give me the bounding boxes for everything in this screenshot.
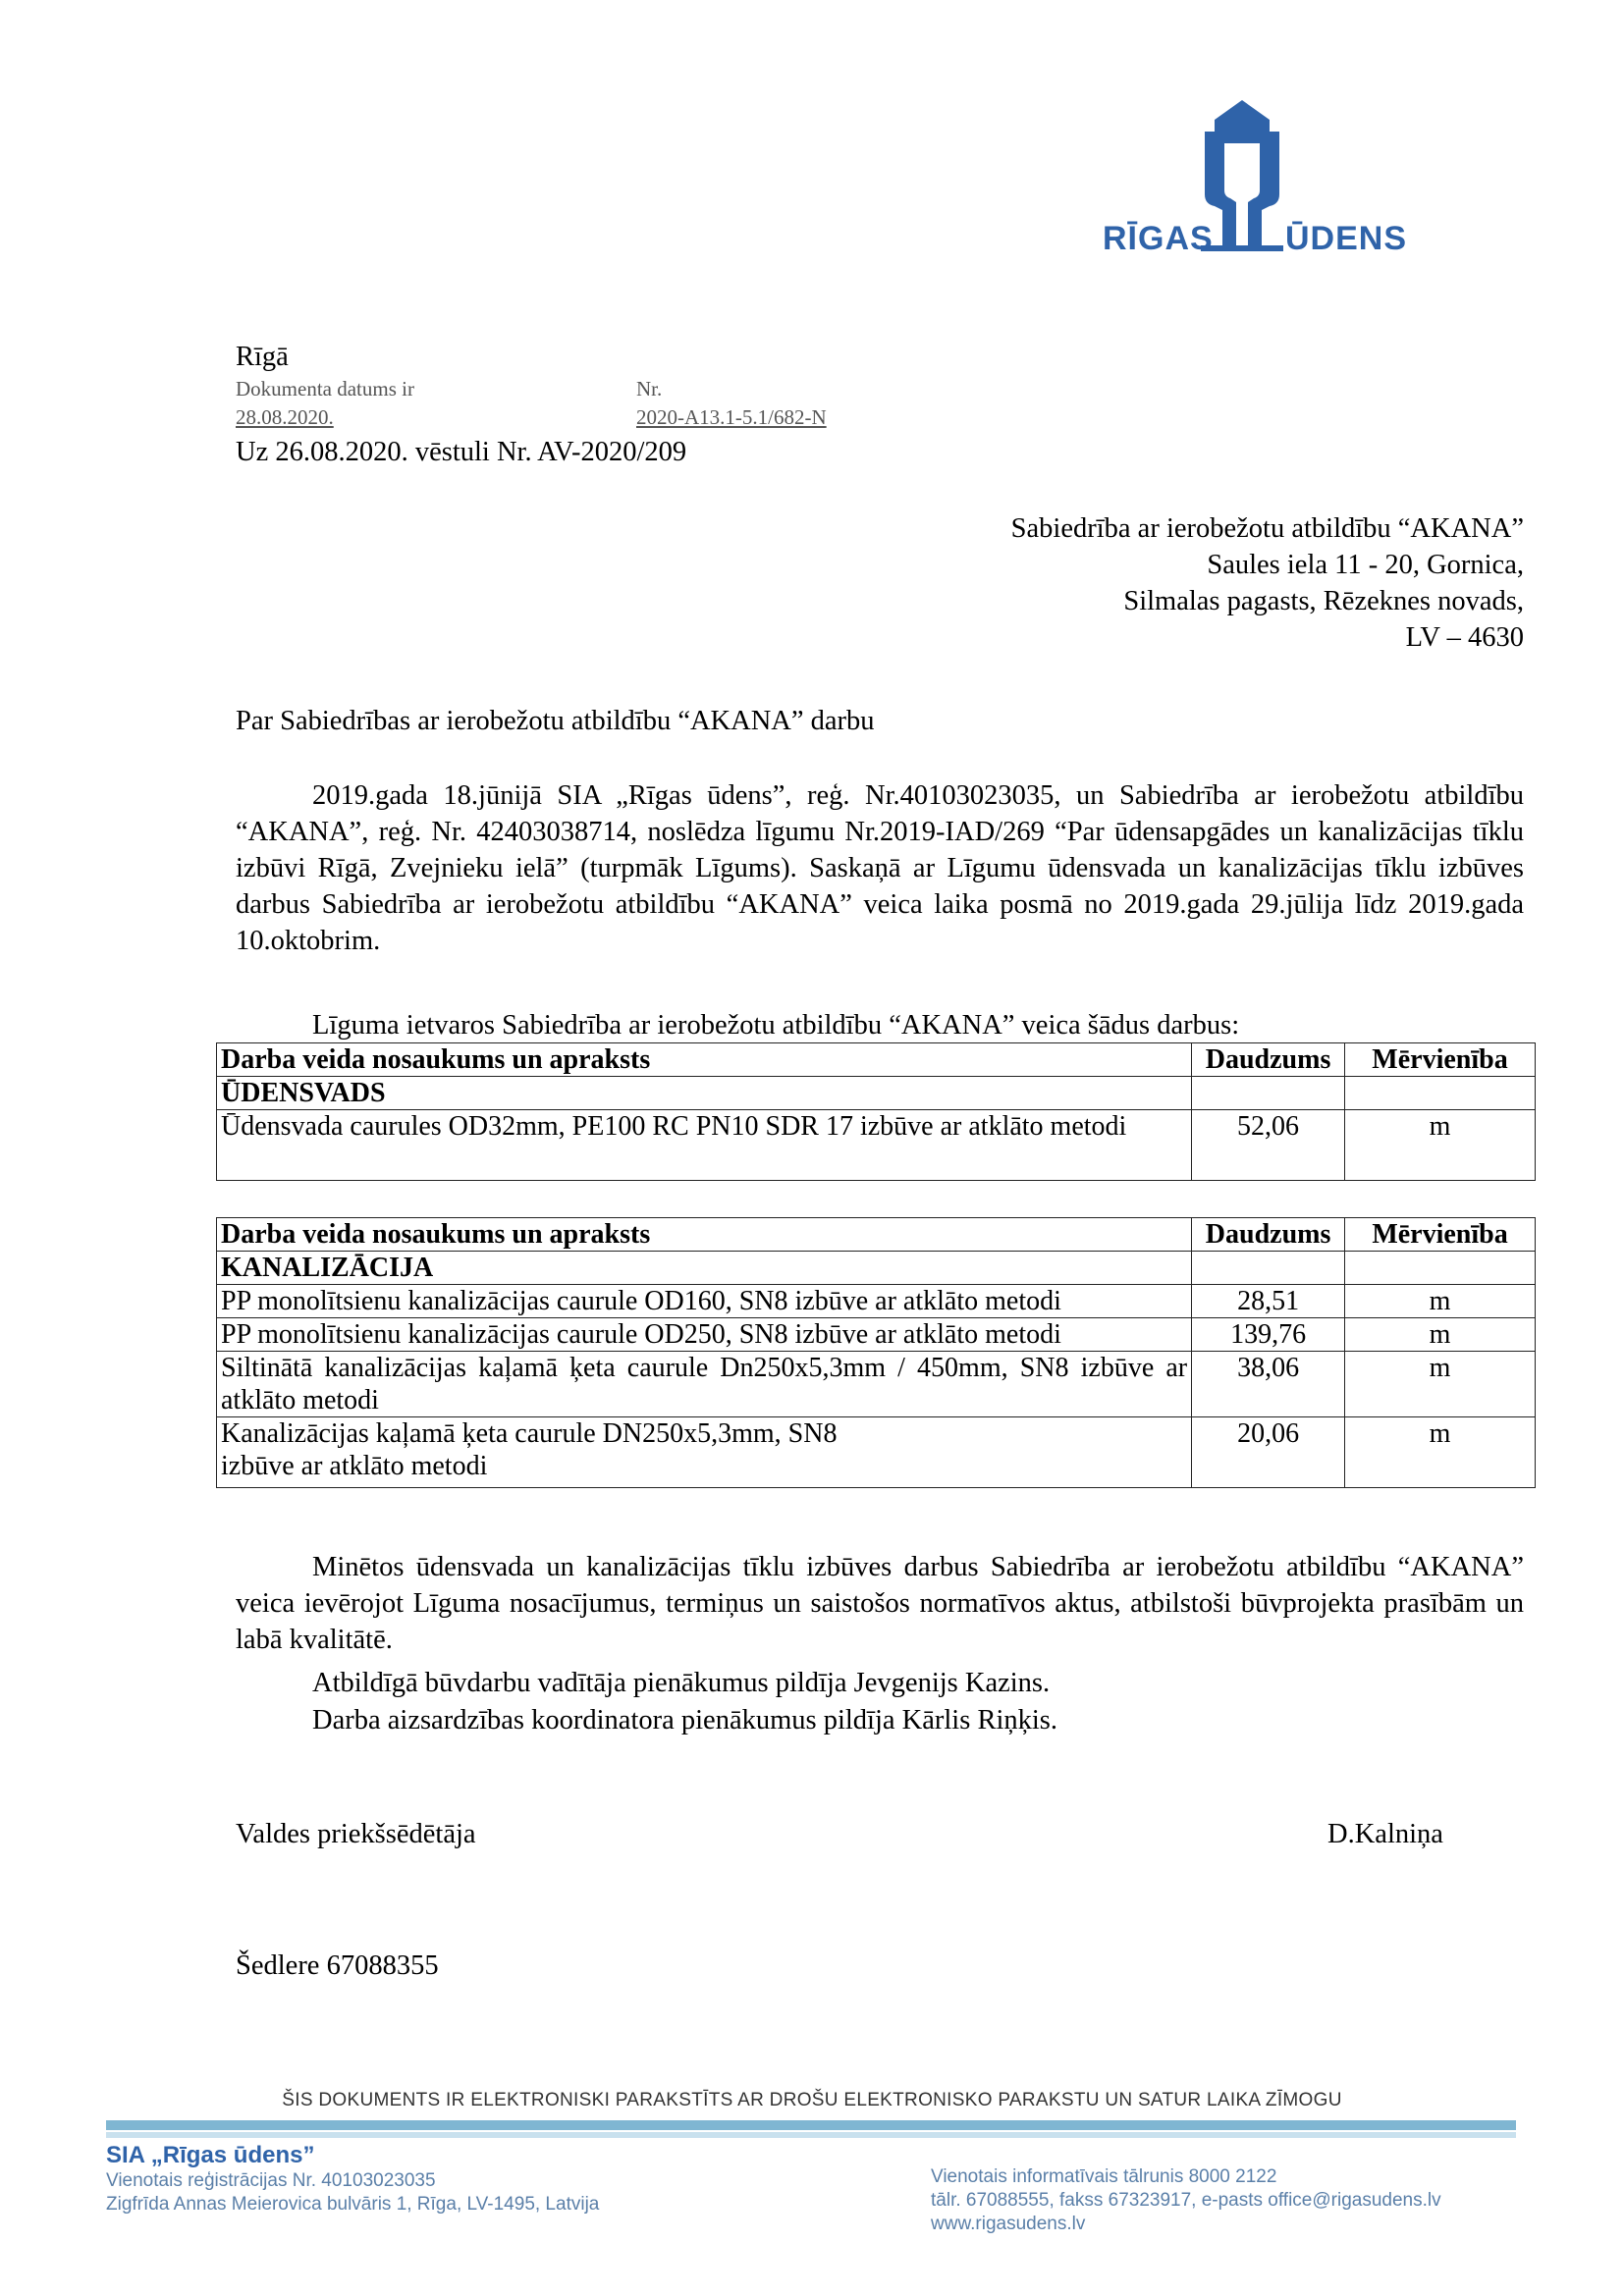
paragraph-safety-coordinator: Darba aizsardzības koordinatora pienākumus pildīja Kārlis Riņķis. [312, 1705, 1058, 1735]
table-row [217, 1285, 1536, 1318]
section-title: ŪDENSVADS [217, 1077, 1192, 1110]
row-unit: m [1345, 1417, 1536, 1488]
signatory-name: D.Kalniņa [1327, 1819, 1443, 1849]
row-quantity: 28,51 [1192, 1285, 1345, 1318]
header-unit: Mērvienība [1345, 1043, 1536, 1077]
contact-person: Šedlere 67088355 [236, 1950, 439, 1981]
table-row [217, 1417, 1536, 1488]
row-unit: m [1345, 1352, 1536, 1417]
recipient-line: Sabiedrība ar ierobežotu atbildību “AKANA” [1010, 513, 1524, 544]
header-description: Darba veida nosaukums un apraksts [217, 1218, 1192, 1252]
paragraph-works-intro: Līguma ietvaros Sabiedrība ar ierobežotu atbildību “AKANA” veica šādus darbus: [312, 1010, 1240, 1041]
footer-contacts: tālr. 67088555, fakss 67323917, e-pasts office@rigasudens.lv [931, 2190, 1441, 2211]
document-number: 2020-A13.1-5.1/682-N [636, 405, 827, 429]
table-section-row [217, 1077, 1536, 1110]
row-description: Siltinātā kanalizācijas kaļamā ķeta caurule Dn250x5,3mm / 450mm, SN8 izbūve ar atklāto metodi [217, 1352, 1192, 1417]
row-description: Kanalizācijas kaļamā ķeta caurule DN250x5,3mm, SN8 izbūve ar atklāto metodi [217, 1417, 1192, 1488]
paragraph-compliance: Minētos ūdensvada un kanalizācijas tīklu izbūves darbus Sabiedrība ar ierobežotu atbildību “AKANA” veica ievērojot Līguma nosacījumus, termiņus un saistošos normatīvos aktus, atbilstoši būvprojekta prasībām un labā kvalitātē. [236, 1552, 1524, 1655]
table-header-row [217, 1218, 1536, 1252]
header-unit: Mērvienība [1345, 1218, 1536, 1252]
logo-word-left: RĪGAS [1103, 220, 1214, 257]
recipient-line: LV – 4630 [1405, 622, 1524, 653]
table-header-row [217, 1043, 1536, 1077]
footer-website-link[interactable]: www.rigasudens.lv [931, 2214, 1086, 2234]
row-unit: m [1345, 1318, 1536, 1352]
table-row [217, 1110, 1536, 1181]
header-description: Darba veida nosaukums un apraksts [217, 1043, 1192, 1077]
row-description: Ūdensvada caurules OD32mm, PE100 RC PN10 SDR 17 izbūve ar atklāto metodi [217, 1110, 1192, 1181]
section-title: KANALIZĀCIJA [217, 1252, 1192, 1285]
water-supply-table [216, 1042, 1536, 1181]
row-unit: m [1345, 1285, 1536, 1318]
recipient-address [640, 510, 1524, 656]
paragraph-contract: 2019.gada 18.jūnijā SIA „Rīgas ūdens”, reģ. Nr.40103023035, un Sabiedrība ar ierobežotu atbildību “AKANA”, reģ. Nr. 42403038714, noslēdza līgumu Nr.2019-IAD/269 “Par ūdensapgādes un kanalizācijas tīklu izbūvi Rīgā, Zvejnieku ielā” (turpmāk Līgums). Saskaņā ar Līgumu ūdensvada un kanalizācijas tīklu izbūves darbus Sabiedrība ar ierobežotu atbildību “AKANA” veica laika posmā no 2019.gada 29.jūlija līdz 2019.gada 10.oktobrim. [236, 780, 1524, 956]
footer-info-phone: Vienotais informatīvais tālrunis 8000 2122 [931, 2166, 1277, 2187]
document-number-label: Nr. [636, 377, 663, 400]
recipient-line: Silmalas pagasts, Rēzeknes novads, [1123, 586, 1524, 616]
header-quantity: Daudzums [1192, 1043, 1345, 1077]
footer-company-block [106, 2142, 599, 2216]
company-logo [1095, 98, 1419, 260]
row-unit: m [1345, 1110, 1536, 1181]
table-section-row [217, 1252, 1536, 1285]
footer-divider-light [106, 2132, 1516, 2138]
document-date-label: Dokumenta datums ir [236, 377, 414, 400]
sewerage-table [216, 1217, 1536, 1488]
table-row [217, 1352, 1536, 1417]
paragraph-site-manager: Atbildīgā būvdarbu vadītāja pienākumus pildīja Jevgenijs Kazins. [312, 1668, 1051, 1698]
footer-company-name: SIA „Rīgas ūdens” [106, 2142, 315, 2168]
recipient-line: Saules iela 11 - 20, Gornica, [1207, 550, 1524, 580]
logo-word-right: ŪDENS [1285, 220, 1408, 257]
letter-subject: Par Sabiedrības ar ierobežotu atbildību “AKANA” darbu [236, 706, 875, 736]
footer-contacts-block [931, 2165, 1441, 2236]
row-quantity: 38,06 [1192, 1352, 1345, 1417]
header-quantity: Daudzums [1192, 1218, 1345, 1252]
row-quantity: 52,06 [1192, 1110, 1345, 1181]
row-quantity: 20,06 [1192, 1417, 1345, 1488]
document-date: 28.08.2020. [236, 405, 334, 429]
e-signature-notice: ŠIS DOKUMENTS IR ELEKTRONISKI PARAKSTĪTS AR DROŠU ELEKTRONISKO PARAKSTU UN SATUR LAIKA ZĪMOGU [282, 2090, 1342, 2110]
footer-divider [106, 2120, 1516, 2130]
row-quantity: 139,76 [1192, 1318, 1345, 1352]
row-description: PP monolītsienu kanalizācijas caurule OD160, SN8 izbūve ar atklāto metodi [217, 1285, 1192, 1318]
place-of-issue: Rīgā [236, 342, 289, 372]
footer-address: Zigfrīda Annas Meierovica bulvāris 1, Rīga, LV-1495, Latvija [106, 2194, 600, 2215]
table-row [217, 1318, 1536, 1352]
row-description: PP monolītsienu kanalizācijas caurule OD250, SN8 izbūve ar atklāto metodi [217, 1318, 1192, 1352]
footer-registration: Vienotais reģistrācijas Nr. 40103023035 [106, 2170, 436, 2191]
reference-line: Uz 26.08.2020. vēstuli Nr. AV-2020/209 [236, 437, 687, 467]
signatory-position: Valdes priekšsēdētāja [236, 1819, 476, 1849]
